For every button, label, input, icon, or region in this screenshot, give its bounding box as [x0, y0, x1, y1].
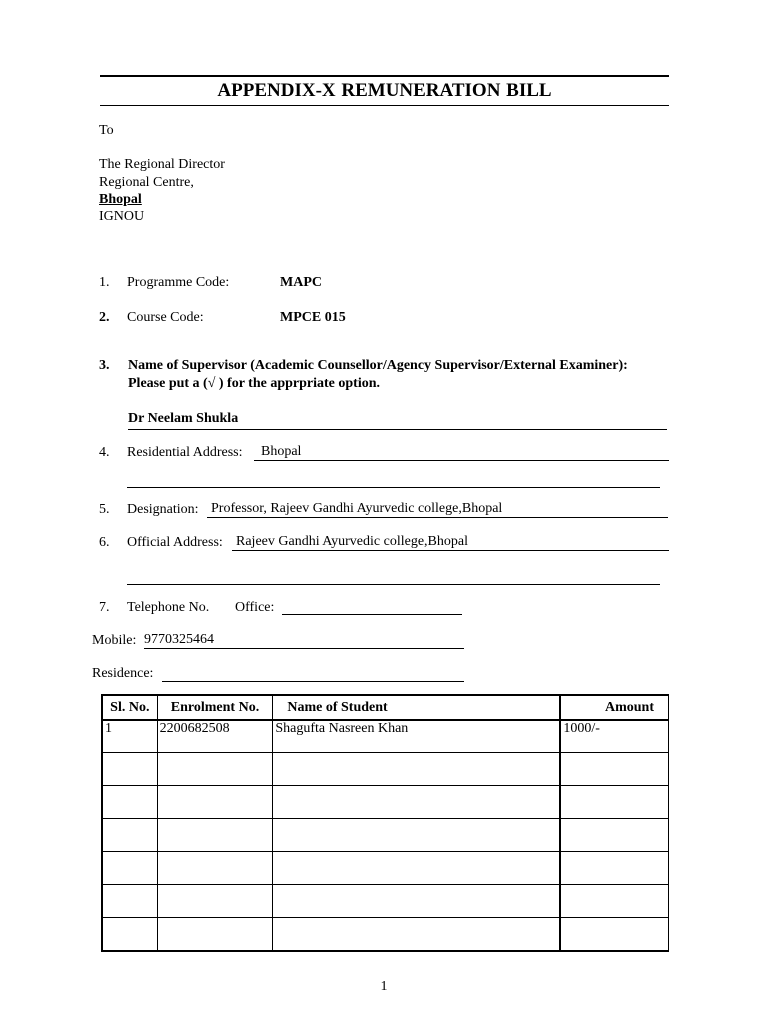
amount-cell	[560, 885, 668, 918]
item-5-number: 5.	[99, 502, 110, 517]
item-6-number: 6.	[99, 535, 110, 550]
official-address-line2	[127, 584, 660, 585]
supervisor-label-line1: Name of Supervisor (Academic Counsellor/Agency Supervisor/External Examiner):	[128, 358, 628, 373]
telephone-label: Telephone No.	[127, 600, 210, 615]
student-table	[101, 694, 669, 952]
addressee-line2: Regional Centre,	[99, 175, 194, 190]
supervisor-name: Dr Neelam Shukla	[128, 411, 239, 426]
table-row	[102, 819, 669, 852]
item-7-number: 7.	[99, 600, 110, 615]
residence-line	[162, 681, 464, 682]
table-row	[102, 720, 669, 753]
sl-no-cell: 1	[102, 720, 157, 753]
student-name-cell	[273, 852, 560, 885]
student-name-cell	[273, 753, 560, 786]
sl-no-cell	[102, 786, 157, 819]
mobile-label: Mobile:	[92, 633, 137, 648]
office-phone-line	[282, 614, 462, 615]
enrolment-cell	[157, 918, 273, 952]
enrolment-cell	[157, 786, 273, 819]
enrolment-cell	[157, 852, 273, 885]
student-name-cell	[273, 885, 560, 918]
course-code-label: Course Code:	[127, 310, 204, 325]
supervisor-name-line	[128, 429, 667, 430]
amount-cell: 1000/-	[560, 720, 668, 753]
page-title: APPENDIX-X REMUNERATION BILL	[217, 80, 552, 101]
col-header-enrolment: Enrolment No.	[157, 695, 273, 720]
col-header-amount: Amount	[560, 695, 668, 720]
residential-address-label: Residential Address:	[127, 445, 243, 460]
supervisor-label-line2: Please put a (√ ) for the apprpriate option.	[128, 376, 381, 391]
addressee-line1: The Regional Director	[99, 157, 225, 172]
table-row	[102, 885, 669, 918]
student-name-cell: Shagufta Nasreen Khan	[273, 720, 560, 753]
table-row	[102, 753, 669, 786]
enrolment-cell	[157, 885, 273, 918]
item-2-number: 2.	[99, 310, 110, 325]
enrolment-cell	[157, 753, 273, 786]
addressee-org: IGNOU	[99, 209, 145, 224]
official-address-label: Official Address:	[127, 535, 223, 550]
title-bottom-rule	[100, 105, 669, 106]
item-4-number: 4.	[99, 445, 110, 460]
amount-cell	[560, 852, 668, 885]
mobile-value: 9770325464	[144, 631, 464, 649]
designation-value: Professor, Rajeev Gandhi Ayurvedic college,Bhopal	[207, 500, 668, 518]
student-name-cell	[273, 819, 560, 852]
item-3-number: 3.	[99, 358, 110, 373]
residential-address-line2	[127, 487, 660, 488]
residential-address-value: Bhopal	[254, 443, 669, 461]
official-address-value: Rajeev Gandhi Ayurvedic college,Bhopal	[232, 533, 669, 551]
programme-code-value: MAPC	[280, 275, 322, 290]
page-number: 1	[380, 979, 388, 994]
sl-no-cell	[102, 885, 157, 918]
sl-no-cell	[102, 819, 157, 852]
table-header-row	[102, 695, 669, 720]
sl-no-cell	[102, 852, 157, 885]
amount-cell	[560, 753, 668, 786]
student-name-cell	[273, 918, 560, 952]
item-1-number: 1.	[99, 275, 110, 290]
table-row	[102, 918, 669, 952]
to-label: To	[99, 123, 114, 138]
enrolment-cell	[157, 819, 273, 852]
residence-label: Residence:	[92, 666, 154, 681]
designation-label: Designation:	[127, 502, 199, 517]
table-row	[102, 852, 669, 885]
enrolment-cell: 2200682508	[157, 720, 273, 753]
table-row	[102, 786, 669, 819]
programme-code-label: Programme Code:	[127, 275, 230, 290]
sl-no-cell	[102, 918, 157, 952]
office-phone-label: Office:	[235, 600, 275, 615]
amount-cell	[560, 819, 668, 852]
col-header-student-name: Name of Student	[273, 695, 560, 720]
addressee-city: Bhopal	[99, 192, 142, 207]
title-top-rule	[100, 75, 669, 77]
course-code-value: MPCE 015	[280, 310, 346, 325]
amount-cell	[560, 786, 668, 819]
sl-no-cell	[102, 753, 157, 786]
col-header-sl-no: Sl. No.	[102, 695, 157, 720]
amount-cell	[560, 918, 668, 952]
student-name-cell	[273, 786, 560, 819]
